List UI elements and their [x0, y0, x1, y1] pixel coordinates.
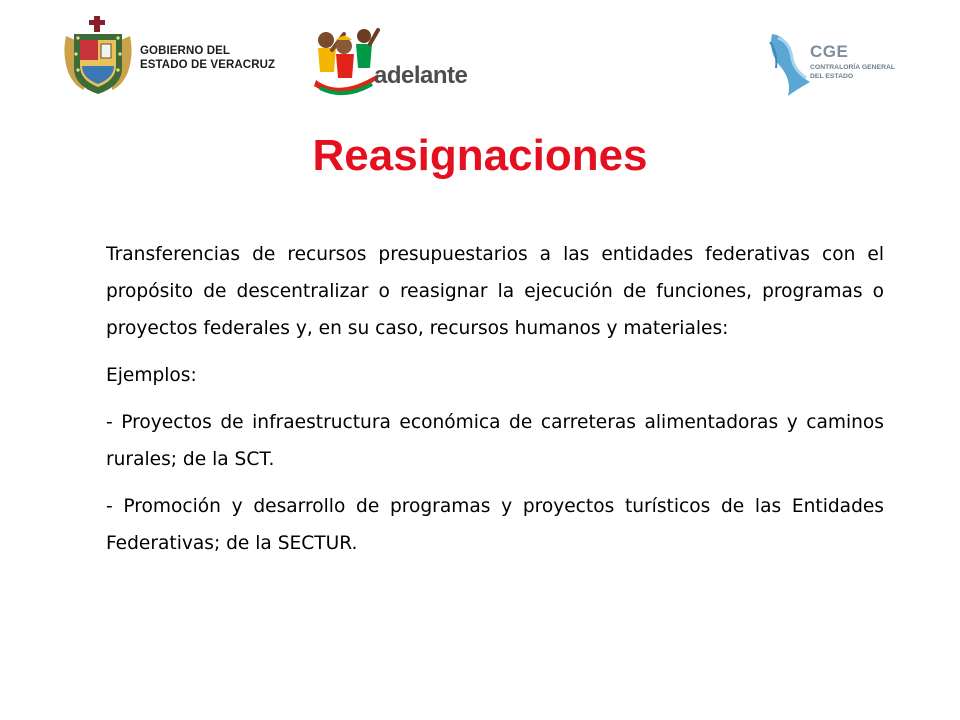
cge-logo [766, 32, 896, 98]
veracruz-government-logo [60, 14, 278, 96]
definition-paragraph: Transferencias de recursos presupuestarios a las entidades federativas con el propósito de descentralizar o reasignar la ejecución de funciones, programas o proyectos federales y, en su caso, recursos humanos y materiales: [106, 244, 884, 339]
example-item-1: - Proyectos de infraestructura económica de carreteras alimentadoras y caminos rurales; de la SCT. [106, 412, 884, 470]
examples-heading: Ejemplos: [106, 365, 197, 386]
veracruz-logo-line2: ESTADO DE VERACRUZ [140, 59, 276, 71]
veracruz-logo-text [140, 44, 280, 72]
adelante-logo-text: adelante [374, 62, 468, 89]
cge-wave-icon [766, 32, 816, 98]
page-title: Reasignaciones [312, 131, 648, 180]
cge-logo-abbr: CGE [810, 42, 849, 61]
cge-logo-line2: DEL ESTADO [810, 73, 854, 80]
cge-logo-line1: CONTRALORÍA GENERAL [810, 64, 896, 71]
adelante-figures-icon [310, 22, 380, 98]
slide-body [106, 236, 884, 572]
example-item-2: - Promoción y desarrollo de programas y proyectos turísticos de las Entidades Federativas; de la SECTUR. [106, 496, 884, 554]
adelante-logo [310, 22, 470, 98]
veracruz-logo-line1: GOBIERNO DEL [140, 45, 231, 57]
cge-logo-name [810, 63, 895, 81]
veracruz-crest-icon [60, 14, 136, 96]
